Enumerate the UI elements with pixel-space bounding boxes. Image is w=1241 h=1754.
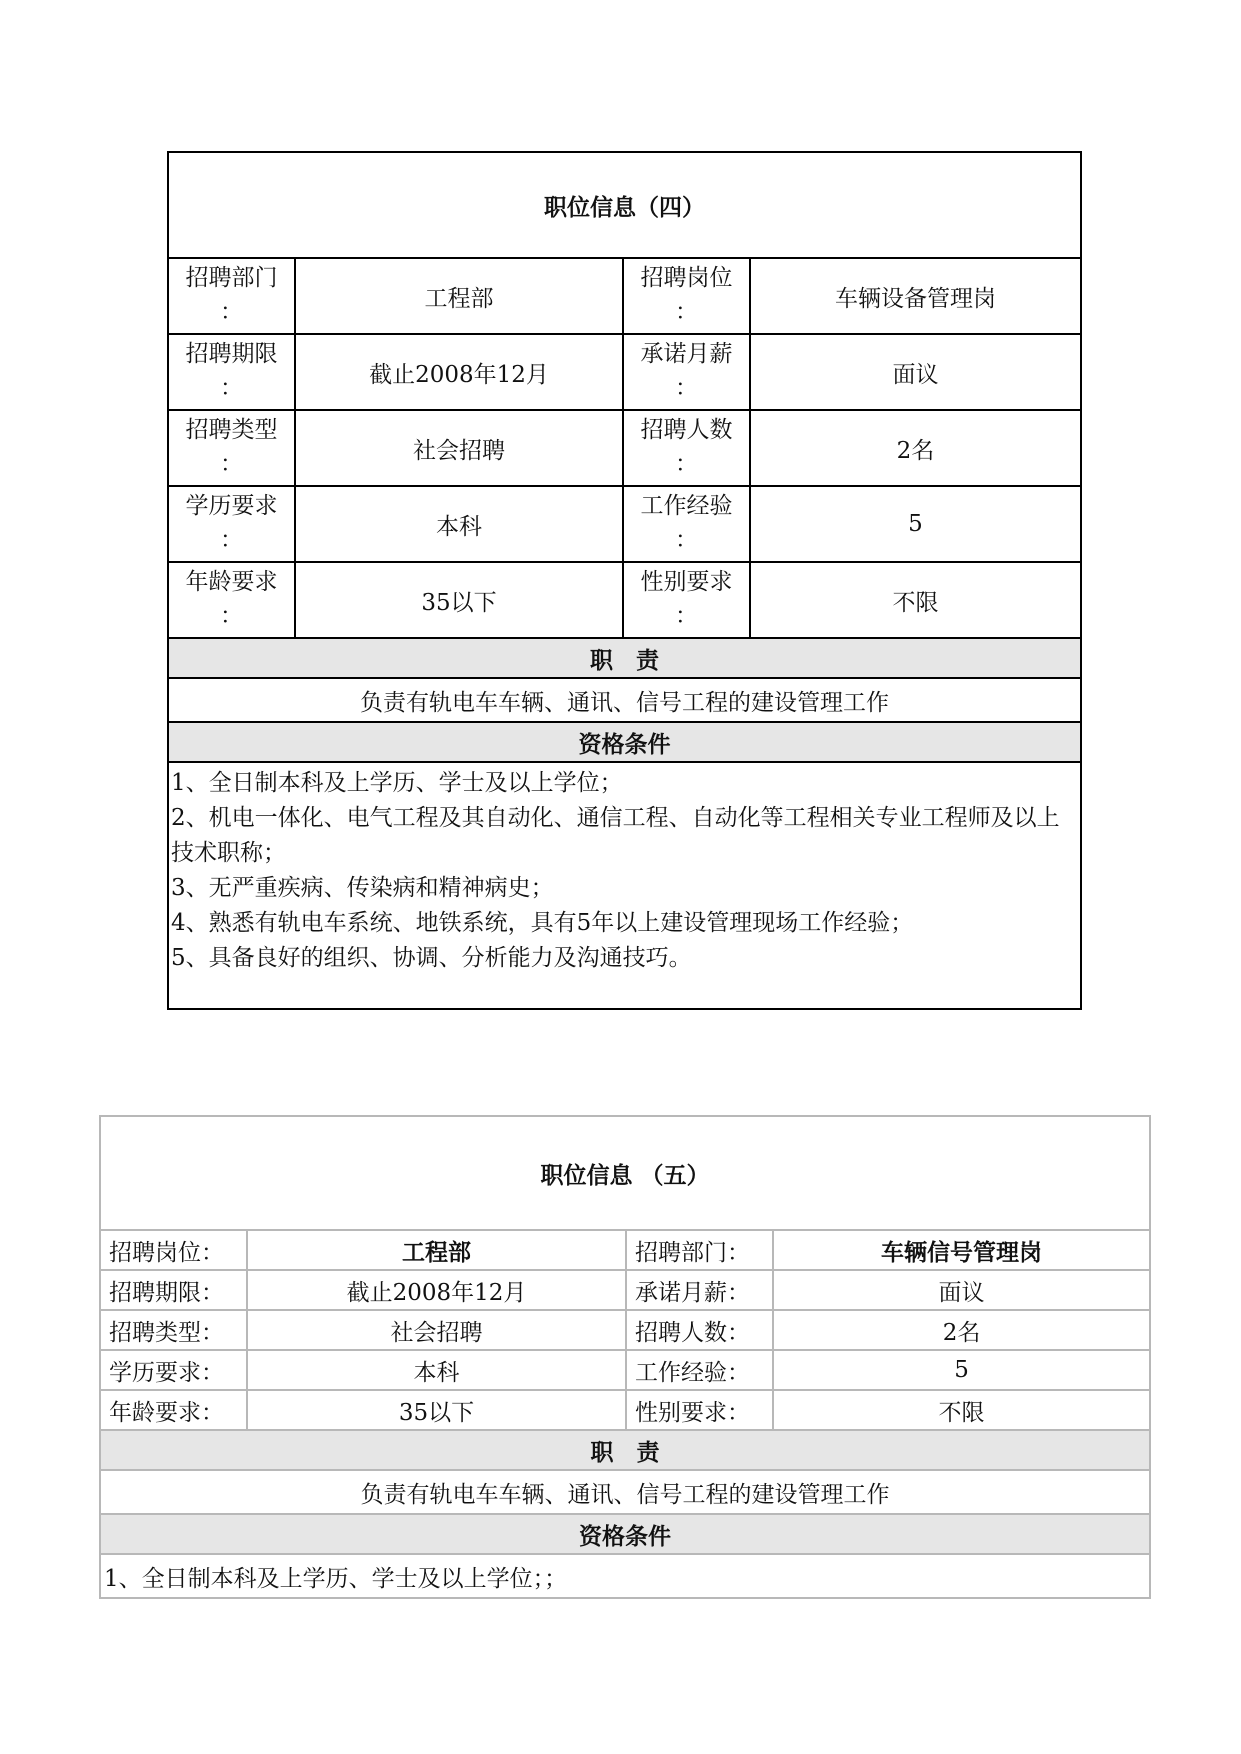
qualification-item: 3、无严重疾病、传染病和精神病史；	[171, 875, 554, 901]
job-info-table-4	[167, 151, 1082, 1010]
table-row	[168, 334, 1081, 410]
duty-text: 负责有轨电车车辆、通讯、信号工程的建设管理工作	[168, 678, 1081, 722]
qualification-list	[168, 762, 1081, 1009]
field-label: 性别要求：	[626, 1390, 773, 1430]
table-row	[100, 1390, 1150, 1430]
qualification-item: 5、具备良好的组织、协调、分析能力及沟通技巧。	[171, 945, 692, 971]
table-row	[100, 1230, 1150, 1270]
table-row	[168, 410, 1081, 486]
field-label: 学历要求：	[100, 1350, 247, 1390]
field-label: 招聘人数 ：	[623, 410, 750, 486]
field-label: 工作经验：	[626, 1350, 773, 1390]
field-value: 不限	[773, 1390, 1150, 1430]
field-value: 面议	[773, 1270, 1150, 1310]
field-value: 社会招聘	[247, 1310, 626, 1350]
field-label: 承诺月薪 ：	[623, 334, 750, 410]
table-row	[100, 1350, 1150, 1390]
field-value: 5	[750, 486, 1081, 562]
field-value: 本科	[247, 1350, 626, 1390]
field-label: 招聘部门：	[626, 1230, 773, 1270]
table-title: 职位信息 （五）	[100, 1116, 1150, 1230]
field-label: 招聘期限：	[100, 1270, 247, 1310]
field-label: 性别要求 ：	[623, 562, 750, 638]
field-label: 学历要求 ：	[168, 486, 295, 562]
field-value: 5	[773, 1350, 1150, 1390]
field-label: 年龄要求：	[100, 1390, 247, 1430]
field-value: 社会招聘	[295, 410, 623, 486]
qualification-item: 2、机电一体化、电气工程及其自动化、通信工程、自动化等工程相关专业工程师及以上技术职称；	[171, 805, 1060, 866]
field-label: 招聘期限 ：	[168, 334, 295, 410]
job-info-table-5	[99, 1115, 1151, 1599]
field-label: 招聘岗位：	[100, 1230, 247, 1270]
field-value: 车辆信号管理岗	[773, 1230, 1150, 1270]
table-row	[168, 562, 1081, 638]
qualification-item: 4、熟悉有轨电车系统、地铁系统，具有5年以上建设管理现场工作经验；	[171, 910, 914, 936]
field-value: 35以下	[295, 562, 623, 638]
qualification-text: 1、全日制本科及上学历、学士及以上学位；；	[100, 1554, 1150, 1598]
field-value: 35以下	[247, 1390, 626, 1430]
field-value: 不限	[750, 562, 1081, 638]
table-row	[168, 486, 1081, 562]
field-label: 工作经验 ：	[623, 486, 750, 562]
duty-text: 负责有轨电车车辆、通讯、信号工程的建设管理工作	[100, 1470, 1150, 1514]
qualification-heading: 资格条件	[100, 1514, 1150, 1554]
field-label: 招聘部门 ：	[168, 258, 295, 334]
field-value: 本科	[295, 486, 623, 562]
duty-heading: 职 责	[168, 638, 1081, 678]
qualification-item: 1、全日制本科及上学历、学士及以上学位；	[171, 770, 623, 796]
table-row	[100, 1310, 1150, 1350]
field-label: 招聘类型：	[100, 1310, 247, 1350]
field-value: 截止2008年12月	[247, 1270, 626, 1310]
field-value: 工程部	[295, 258, 623, 334]
table-row	[168, 258, 1081, 334]
field-label: 招聘类型 ：	[168, 410, 295, 486]
table-row	[100, 1270, 1150, 1310]
field-value: 车辆设备管理岗	[750, 258, 1081, 334]
field-value: 2名	[750, 410, 1081, 486]
field-value: 工程部	[247, 1230, 626, 1270]
field-label: 承诺月薪：	[626, 1270, 773, 1310]
table-title: 职位信息（四）	[168, 152, 1081, 258]
duty-heading: 职 责	[100, 1430, 1150, 1470]
field-value: 面议	[750, 334, 1081, 410]
field-label: 年龄要求 ：	[168, 562, 295, 638]
field-value: 截止2008年12月	[295, 334, 623, 410]
field-value: 2名	[773, 1310, 1150, 1350]
field-label: 招聘岗位 ：	[623, 258, 750, 334]
field-label: 招聘人数：	[626, 1310, 773, 1350]
qualification-heading: 资格条件	[168, 722, 1081, 762]
